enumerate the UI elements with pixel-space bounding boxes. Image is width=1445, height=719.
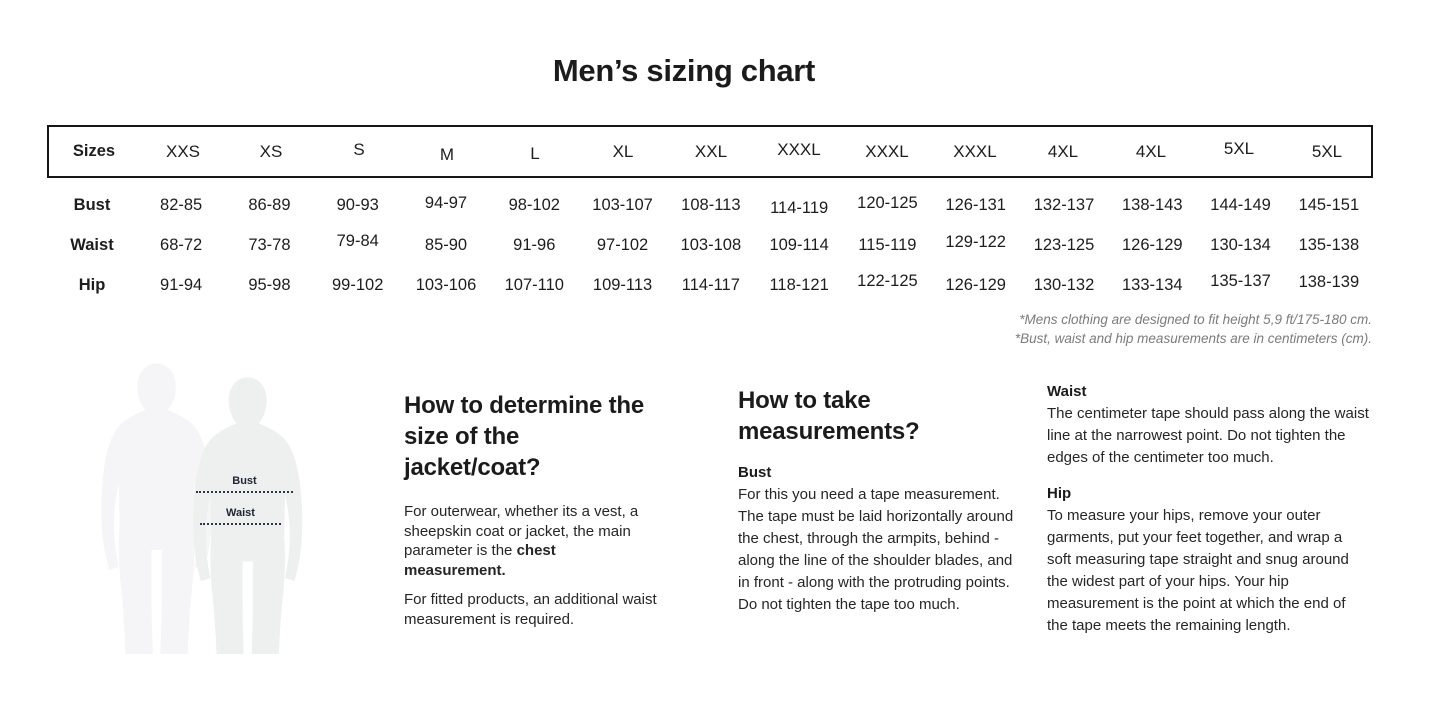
size-value-cell: 109-114 (769, 235, 829, 254)
size-table (47, 125, 1373, 305)
footnote-height: *Mens clothing are designed to fit height 5,9 ft/175-180 cm. (1019, 312, 1372, 327)
header-size-cell: 5XL (1223, 138, 1255, 158)
size-value-cell: 97-102 (596, 235, 649, 254)
bust-instructions: For this you need a tape measurement. The tape must be laid horizontally around the chest, through the armpits, behind - along the line of the shoulder blades, and in front - along with the protruding points. Do not tighten the tape too much. (738, 486, 1014, 613)
header-size-cell: XXS (165, 141, 201, 161)
size-table-body (47, 185, 1373, 305)
size-value-cell: 114-117 (681, 275, 740, 294)
header-size-cell: 5XL (1311, 141, 1343, 161)
header-size-cell: S (353, 139, 365, 159)
size-value-cell: 107-110 (504, 275, 564, 294)
size-value-cell: 130-132 (1033, 275, 1095, 294)
waist-subheading: Waist (1047, 383, 1087, 400)
size-value-cell: 99-102 (332, 275, 384, 294)
size-value-cell: 130-134 (1210, 235, 1271, 254)
size-value-cell: 103-107 (592, 195, 653, 214)
size-value-cell: 129-122 (945, 232, 1006, 251)
size-value-cell: 86-89 (248, 195, 291, 214)
determine-size-paragraph-1 (404, 502, 660, 580)
size-value-cell: 122-125 (857, 271, 918, 290)
size-value-cell: 123-125 (1033, 235, 1095, 254)
size-value-cell: 126-129 (1122, 235, 1183, 254)
size-value-cell: 94-97 (424, 193, 468, 212)
determine-p1-bold-text: chest measurement. (404, 542, 556, 579)
section-determine-size (404, 390, 660, 629)
size-value-cell: 135-137 (1210, 271, 1271, 290)
header-size-cell: XXL (694, 141, 728, 161)
table-footnotes (1015, 310, 1372, 348)
size-value-cell: 91-96 (513, 235, 556, 254)
header-size-cell: XXXL (777, 139, 821, 159)
figure-waist-marker: Waist (200, 507, 281, 525)
section-waist-hip (1047, 381, 1369, 637)
header-size-cell: XXXL (865, 141, 909, 161)
size-value-cell: 73-78 (248, 235, 291, 254)
determine-size-heading: How to determine the size of the jacket/coat? (404, 392, 645, 481)
table-row-waist (47, 225, 1373, 265)
take-measurements-heading: How to take measurements? (738, 387, 920, 445)
header-size-cell: XL (612, 141, 634, 161)
size-value-cell: 126-131 (945, 195, 1006, 214)
size-value-cell: 108-113 (681, 195, 741, 214)
table-row-bust (47, 185, 1373, 225)
size-value-cell: 91-94 (160, 275, 203, 294)
determine-size-paragraph-2: For fitted products, an additional waist measurement is required. (404, 591, 657, 628)
size-value-cell: 133-134 (1122, 275, 1183, 294)
header-size-cell: 4XL (1135, 141, 1167, 161)
header-size-cell: M (439, 144, 455, 164)
size-value-cell: 79-84 (336, 231, 379, 250)
size-value-cell: 120-125 (857, 193, 918, 212)
header-size-cell: L (530, 143, 540, 163)
size-value-cell: 126-129 (945, 275, 1006, 294)
section-take-measurements (738, 385, 1020, 616)
determine-p1-text: For outerwear, whether its a vest, a sheepskin coat or jacket, the main parameter is the (404, 503, 639, 559)
size-value-cell: 68-72 (160, 235, 203, 254)
footnote-units: *Bust, waist and hip measurements are in centimeters (cm). (1014, 331, 1372, 346)
size-value-cell: 114-119 (770, 198, 829, 217)
size-value-cell: 138-139 (1298, 272, 1360, 291)
table-row-hip (47, 265, 1373, 305)
size-value-cell: 115-119 (858, 235, 917, 254)
page-title: Men’s sizing chart (552, 53, 816, 88)
header-size-cell: XXXL (953, 141, 997, 161)
waist-instructions: The centimeter tape should pass along the waist line at the narrowest point. Do not tighten the edges of the centimeter too much. (1047, 405, 1369, 466)
size-value-cell: 135-138 (1298, 235, 1360, 254)
size-value-cell: 103-108 (680, 235, 742, 254)
size-value-cell: 145-151 (1298, 195, 1360, 214)
size-value-cell: 103-106 (415, 275, 477, 294)
row-label: Hip (78, 275, 106, 294)
size-value-cell: 109-113 (592, 275, 653, 294)
row-label: Waist (70, 235, 114, 254)
figure-bust-marker: Bust (196, 475, 293, 493)
size-value-cell: 85-90 (424, 235, 468, 254)
size-value-cell: 138-143 (1122, 195, 1183, 214)
header-sizes-label: Sizes (72, 142, 116, 160)
size-value-cell: 90-93 (336, 195, 379, 214)
size-value-cell: 144-149 (1210, 195, 1271, 214)
size-value-cell: 118-121 (769, 275, 829, 294)
size-value-cell: 95-98 (248, 275, 291, 294)
hip-instructions: To measure your hips, remove your outer garments, put your feet together, and wrap a soft measuring tape straight and snug around the widest part of your hips. Your hip measurement is the point at which the end of the tape meets the remaining length. (1047, 507, 1349, 634)
size-table-header (47, 125, 1373, 178)
row-label: Bust (73, 195, 111, 214)
hip-subheading: Hip (1047, 485, 1072, 502)
size-value-cell: 132-137 (1033, 195, 1095, 214)
bust-subheading: Bust (738, 464, 772, 481)
header-size-cell: XS (259, 141, 283, 161)
size-value-cell: 82-85 (160, 195, 203, 214)
header-size-cell: 4XL (1047, 141, 1079, 161)
size-value-cell: 98-102 (508, 195, 560, 214)
